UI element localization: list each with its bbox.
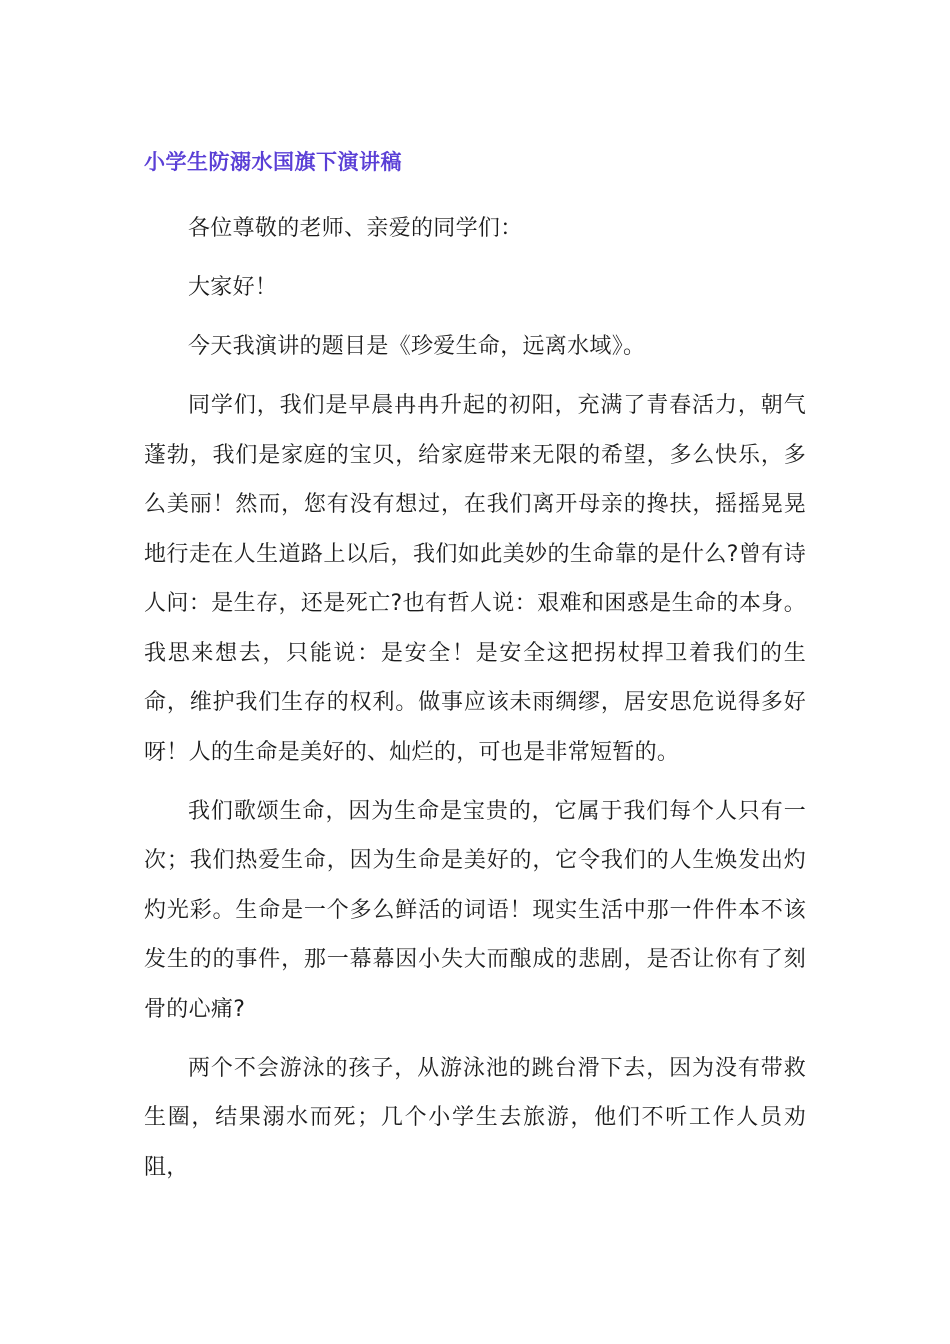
paragraph-greeting: 各位尊敬的老师、亲爱的同学们： — [188, 216, 523, 241]
document-title: 小学生防溺水国旗下演讲稿 — [144, 150, 402, 174]
paragraph-body-2: 我们歌颂生命，因为生命是宝贵的，它属于我们每个人只有一次；我们热爱生命，因为生命是美好的，它令我们的人生焕发出灼灼光彩。生命是一个多么鲜活的词语！现实生活中那一件件本不该发生的的事件，那一幕幕因小失大而酿成的悲剧，是否让你有了刻骨的心痛? — [144, 798, 806, 1022]
paragraph-body-1: 同学们，我们是早晨冉冉升起的初阳，充满了青春活力，朝气蓬勃，我们是家庭的宝贝，给家庭带来无限的希望，多么快乐，多么美丽！然而，您有没有想过，在我们离开母亲的搀扶，摇摇晃晃地行走在人生道路上以后，我们如此美妙的生命靠的是什么?曾有诗人问：是生存，还是死亡?也有哲人说：艰难和困惑是生命的本身。我思来想去，只能说：是安全！是安全这把拐杖捍卫着我们的生命，维护我们生存的权利。做事应该未雨绸缪，居安思危说得多好呀！人的生命是美好的、灿烂的，可也是非常短暂的。 — [144, 393, 806, 765]
document-body — [144, 204, 806, 1202]
paragraph-body-3: 两个不会游泳的孩子，从游泳池的跳台滑下去，因为没有带救生圈，结果溺水而死；几个小学生去旅游，他们不听工作人员劝阻， — [144, 1055, 806, 1180]
paragraph-topic: 今天我演讲的题目是《珍爱生命，远离水域》。 — [188, 334, 646, 359]
paragraph-hello: 大家好！ — [188, 275, 278, 300]
